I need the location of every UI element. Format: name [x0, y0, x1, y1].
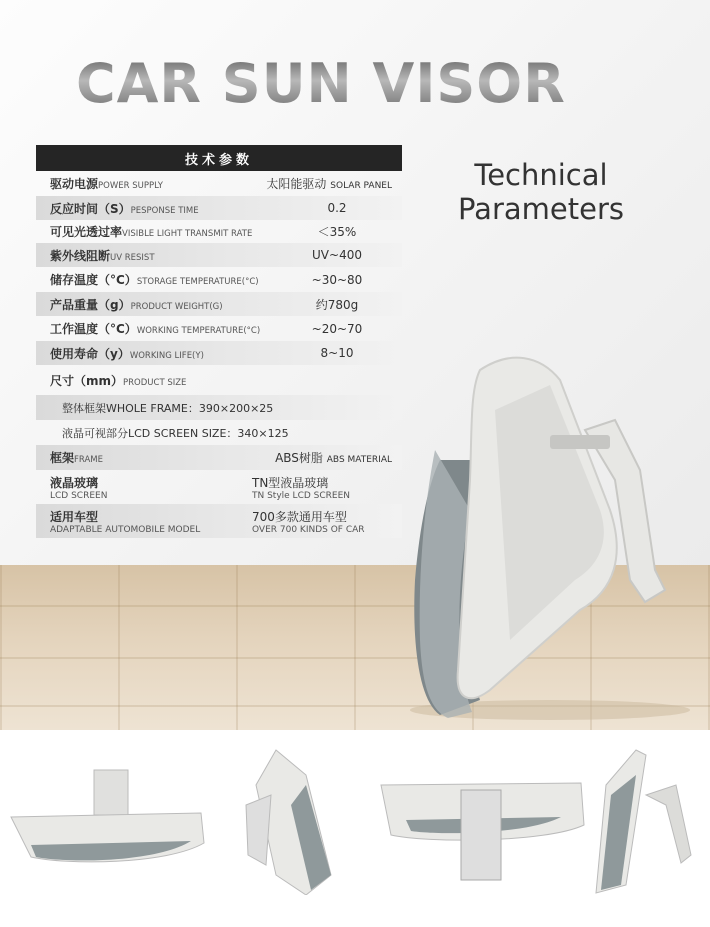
- visor-thumbnail-back: [376, 775, 588, 885]
- row-label-zh: 驱动电源: [50, 177, 99, 191]
- spec-table: [36, 145, 402, 538]
- row-value: 太阳能驱动: [266, 177, 327, 191]
- technical-parameters-title: Technical Parameters: [458, 158, 624, 226]
- row-value-en: OVER 700 KINDS OF CAR: [252, 524, 365, 535]
- visor-thumbnail-front: [6, 765, 206, 875]
- row-label-zh: 产品重量（g）: [50, 297, 131, 312]
- row-value: UV~400: [312, 248, 362, 262]
- row-value: 约780g: [315, 297, 359, 312]
- row-label-zh: 适用车型: [50, 509, 99, 524]
- visor-thumbnail-side: [236, 745, 346, 895]
- row-value-en: SOLAR PANEL: [330, 181, 392, 191]
- row-label-zh: 液晶玻璃: [50, 475, 99, 490]
- row-label-en: WORKING TEMPERATURE(°C): [136, 326, 261, 336]
- row-label-zh: 储存温度（°C）: [50, 273, 137, 287]
- row-value: ＜35%: [317, 225, 357, 239]
- row-value: TN型液晶玻璃: [252, 475, 329, 490]
- spec-row-whole-frame: [36, 395, 402, 420]
- visor-thumbnail-angle: [586, 745, 696, 895]
- row-value: ~20~70: [311, 321, 363, 336]
- row-label-zh: 可见光透过率: [50, 225, 123, 239]
- spec-row-frame: [36, 445, 402, 470]
- spec-row-transmit: [36, 220, 402, 243]
- spec-row-uv: [36, 243, 402, 267]
- row-label-en: ADAPTABLE AUTOMOBILE MODEL: [50, 524, 201, 535]
- row-label-en: VISIBLE LIGHT TRANSMIT RATE: [122, 229, 253, 239]
- row-label: 液晶可视部分LCD SCREEN SIZE：340×125: [62, 426, 289, 440]
- spec-row-lcd-size: [36, 420, 402, 445]
- row-label: 整体框架WHOLE FRAME：390×200×25: [62, 401, 274, 415]
- row-label-en: PRODUCT WEIGHT(G): [130, 301, 223, 312]
- row-value-en: ABS MATERIAL: [326, 455, 392, 465]
- sun-visor-hero-image: [400, 340, 700, 730]
- spec-row-power: [36, 171, 402, 196]
- product-thumbnail-strip: [0, 735, 710, 927]
- spec-row-storage-temp: [36, 267, 402, 292]
- row-label-zh: 框架: [50, 451, 75, 465]
- spec-row-response: [36, 196, 402, 220]
- spec-row-weight: [36, 292, 402, 316]
- row-value: ~30~80: [311, 272, 363, 287]
- row-label-en: FRAME: [74, 455, 103, 465]
- row-label-en: PRODUCT SIZE: [123, 377, 187, 388]
- spec-row-working-temp: [36, 316, 402, 341]
- row-value: 8~10: [320, 346, 354, 360]
- spec-header: 技术参数: [36, 145, 402, 171]
- row-value: 0.2: [327, 201, 347, 215]
- row-label-zh: 尺寸（mm）: [50, 373, 124, 388]
- spec-row-life: [36, 341, 402, 365]
- row-label-zh: 工作温度（°C）: [50, 322, 137, 336]
- row-label-en: STORAGE TEMPERATURE(°C): [136, 277, 259, 287]
- row-label-en: WORKING LIFE(Y): [129, 350, 204, 361]
- spec-row-lcd-screen: [36, 470, 402, 504]
- row-label-en: UV RESIST: [110, 252, 155, 263]
- row-label-zh: 反应时间（S）: [50, 201, 131, 216]
- row-label-zh: 使用寿命（y）: [50, 346, 130, 361]
- row-label-zh: 紫外线阻断: [50, 248, 111, 263]
- row-label-en: LCD SCREEN: [50, 490, 108, 501]
- row-value: ABS树脂: [275, 451, 323, 465]
- row-value: 700多款通用车型: [252, 509, 347, 524]
- row-label-en: PESPONSE TIME: [130, 205, 199, 216]
- spec-row-size: [36, 365, 402, 395]
- row-label-en: POWER SUPPLY: [98, 181, 163, 191]
- main-title: CAR SUN VISOR: [76, 52, 566, 115]
- row-value-en: TN Style LCD SCREEN: [252, 490, 351, 501]
- spec-row-automobile: [36, 504, 402, 538]
